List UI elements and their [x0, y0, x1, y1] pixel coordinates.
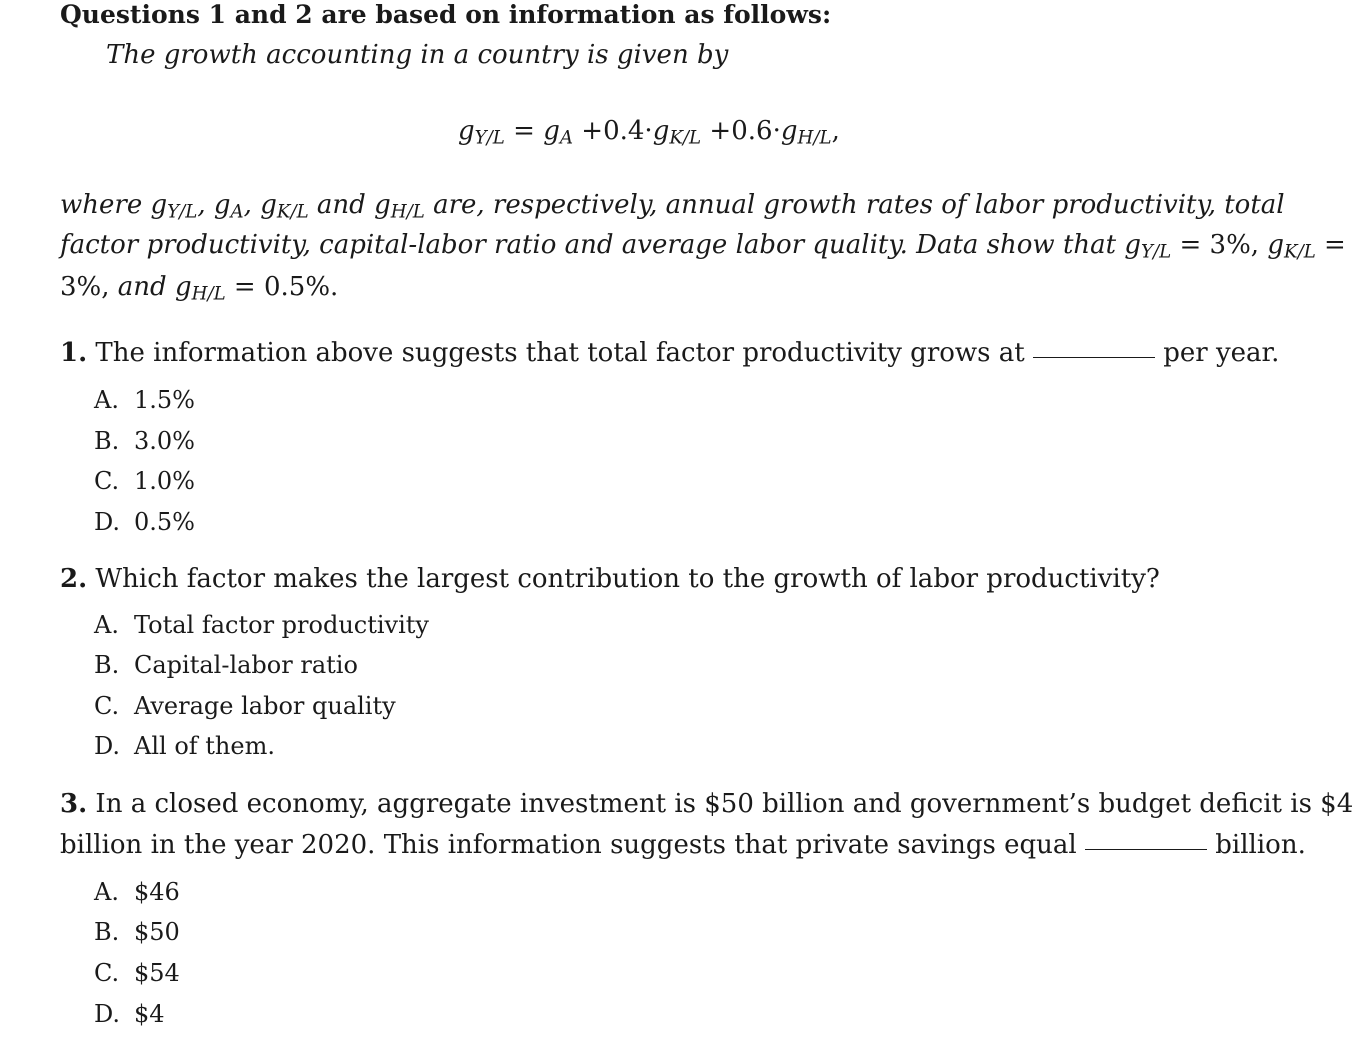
option-2d[interactable]: D. All of them. — [94, 732, 275, 760]
question-text-after: per year. — [1163, 338, 1280, 368]
option-2b[interactable]: B. Capital-labor ratio — [94, 651, 358, 679]
option-1c[interactable]: C. 1.0% — [94, 467, 195, 495]
option-3d[interactable]: D. $4 — [94, 1000, 165, 1028]
option-3c[interactable]: C. $54 — [94, 959, 180, 987]
definition-line-3: 3%, and $g_{H/L} = 0.5\%$. — [60, 272, 339, 305]
question-text-after: billion. — [1215, 830, 1306, 860]
definition-line-1: where $g_{Y/L}$, $g_A$, $g_{K/L}$ and $g_{H/L}$ are, respectively, annual growth rates of labor productivity, total — [60, 190, 1285, 223]
intro-text: The growth accounting in a country is given by — [106, 40, 729, 70]
section-heading: Questions 1 and 2 are based on information as follows: — [60, 0, 832, 29]
option-2c[interactable]: C. Average labor quality — [94, 692, 396, 720]
option-1a[interactable]: A. 1.5% — [94, 386, 195, 414]
question-number: 3. — [60, 789, 88, 819]
question-1 — [60, 338, 1279, 368]
option-1d[interactable]: D. 0.5% — [94, 508, 195, 536]
question-text: billion in the year 2020. This information suggests that private savings equal — [60, 830, 1077, 860]
question-text: In a closed economy, aggregate investment is $50 billion and government’s budget deficit is $4 — [95, 789, 1353, 819]
answer-blank — [1033, 357, 1155, 358]
question-number: 1. — [60, 338, 88, 368]
question-number: 2. — [60, 564, 88, 594]
answer-blank — [1085, 849, 1207, 850]
question-2 — [60, 564, 1160, 594]
option-2a[interactable]: A. Total factor productivity — [94, 611, 429, 639]
option-1b[interactable]: B. 3.0% — [94, 427, 195, 455]
question-text: The information above suggests that total factor productivity grows at — [95, 338, 1025, 368]
option-3a[interactable]: A. $46 — [94, 878, 180, 906]
question-text: Which factor makes the largest contribution to the growth of labor productivity? — [95, 564, 1160, 594]
question-3-line-2 — [60, 830, 1306, 860]
growth-formula: $g_{Y/L} = g_A +0.4\cdot g_{K/L} +0.6\cdot g_{H/L}$, — [458, 116, 840, 149]
definition-line-2: factor productivity, capital-labor ratio and average labor quality. Data show that $g_{Y/L} = 3\%$, $g_{K/L}$ = — [60, 230, 1346, 263]
question-3-line-1 — [60, 789, 1353, 819]
option-3b[interactable]: B. $50 — [94, 918, 180, 946]
